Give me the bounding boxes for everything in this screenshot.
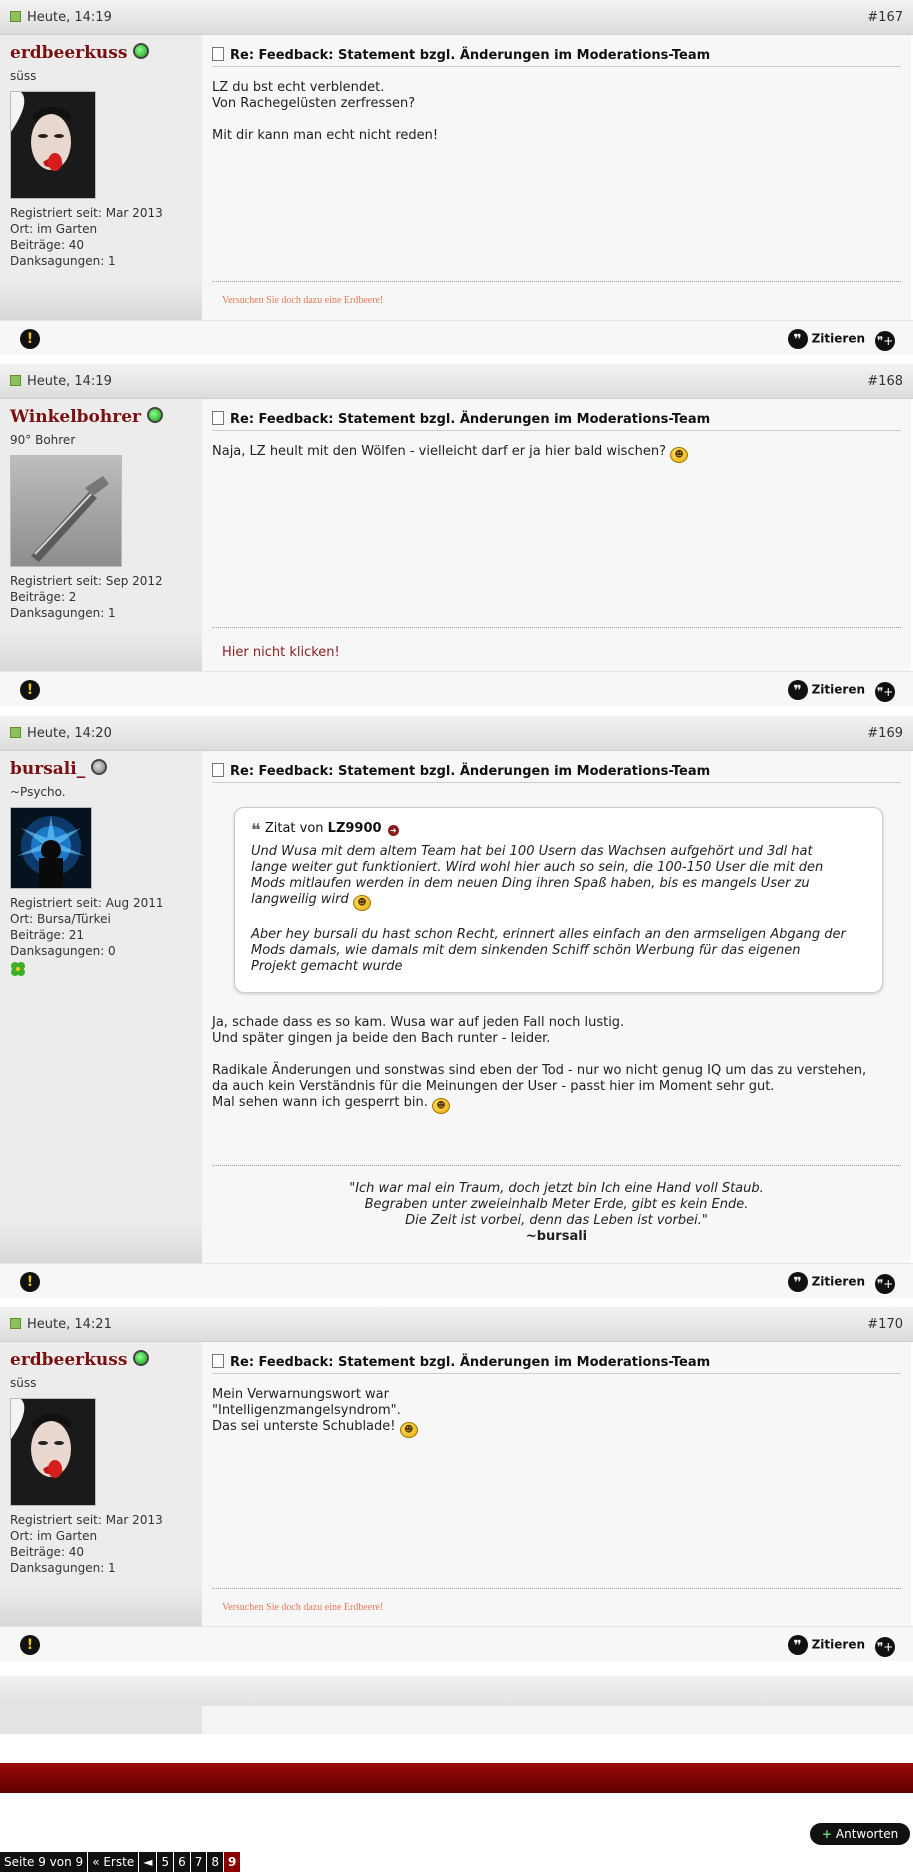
post-permalink[interactable]: #168 — [867, 374, 903, 389]
quote-button[interactable]: ❞ Zitieren — [788, 329, 865, 349]
signature-text: "Ich war mal ein Traum, doch jetzt bin Ich eine Hand voll Staub. Begraben unter zweieinhalb Meter Erde, gibt es kein Ende. Die Zeit ist vorbei, denn das Leben ist vorbei." ~bursali — [349, 1181, 764, 1244]
multiquote-icon[interactable]: ❞+ — [875, 331, 895, 351]
user-info — [0, 35, 202, 320]
post-body: LZ du bst echt verblendet. Von Rachegelüsten zerfressen? Mit dir kann man echt nicht reden! — [212, 80, 439, 143]
quote-button[interactable]: ❞ Zitieren — [788, 680, 865, 700]
quote-button[interactable]: ❞ Zitieren — [788, 1272, 865, 1292]
post-header — [0, 364, 913, 399]
smiley-icon: ☻ — [432, 1098, 450, 1114]
avatar-image — [11, 1399, 95, 1505]
user-title: ~Psycho. — [10, 785, 66, 799]
report-post-icon[interactable]: ! — [20, 680, 40, 700]
post-body: Mein Verwarnungswort war "Intelligenzmangelsyndrom". Das sei unterste Schublade! ☻ — [212, 1387, 895, 1438]
page-link[interactable]: 8 — [207, 1852, 223, 1872]
avatar[interactable] — [10, 91, 96, 199]
post-content — [202, 1342, 911, 1626]
smiley-icon: ☻ — [353, 895, 371, 911]
reply-button[interactable]: + Antworten — [810, 1823, 910, 1845]
quote-icon: ❞ — [788, 329, 808, 349]
user-info — [0, 399, 202, 671]
page-label: Seite 9 von 9 — [0, 1852, 87, 1872]
post-body: Naja, LZ heult mit den Wölfen - vielleicht darf er ja hier bald wischen? ☻ — [212, 444, 895, 463]
thread-bottom-row — [0, 1706, 913, 1734]
report-post-icon[interactable]: ! — [20, 329, 40, 349]
quote-block — [234, 807, 883, 993]
username-link[interactable]: erdbeerkuss — [10, 43, 149, 63]
signature-divider — [212, 627, 901, 628]
current-page: 9 — [224, 1852, 240, 1872]
post-header — [0, 1307, 913, 1342]
quote-mark-icon: ❝ — [251, 820, 261, 841]
document-icon — [212, 411, 224, 425]
thread-bottom-header — [0, 1676, 913, 1707]
signature-divider — [212, 281, 901, 282]
user-stats: Registriert seit: Sep 2012 Beiträge: 2 Danksagungen: 1 — [10, 574, 163, 620]
user-title: süss — [10, 69, 37, 83]
online-status-icon — [147, 407, 163, 423]
post-permalink[interactable]: #167 — [867, 10, 903, 25]
document-icon — [212, 763, 224, 777]
quote-text: Und Wusa mit dem altem Team hat bei 100 Usern das Wachsen aufgehört und 3dl hat lange weiter gut funktioniert. Wird wohl hier auch so sein, die 100-150 User die mit den Mods mitlaufen werden in dem neuen Ding ihren Spaß haben, bis es mangels User zu langweilig wird ☻ Aber hey bursali du hast schon Recht, erinnert alles einfach an den armseligen Abgang der Mods damals, wie damals mit dem sinkenden Schiff schön Werbung für das eigenen Projekt gemacht wurde — [251, 844, 846, 974]
post-date: Heute, 14:19 — [10, 374, 112, 389]
page-link[interactable]: 6 — [174, 1852, 190, 1872]
username-link[interactable]: erdbeerkuss — [10, 1350, 149, 1370]
post-date: Heute, 14:21 — [10, 1317, 112, 1332]
post-content — [202, 35, 911, 320]
signature-divider — [212, 1588, 901, 1589]
plus-icon: + — [821, 1827, 832, 1841]
avatar-image — [11, 808, 91, 888]
quote-icon: ❞ — [788, 1272, 808, 1292]
avatar[interactable] — [10, 807, 92, 889]
user-title: 90° Bohrer — [10, 433, 76, 447]
post-footer — [0, 671, 913, 706]
thread-footer-bar — [0, 1763, 913, 1793]
view-post-arrow-icon[interactable]: ➜ — [388, 825, 399, 836]
post-title: Re: Feedback: Statement bzgl. Änderungen im Moderations-Team — [212, 411, 901, 431]
document-icon — [212, 47, 224, 61]
post-footer — [0, 1626, 913, 1661]
username-link[interactable]: Winkelbohrer — [10, 407, 163, 427]
clover-icon — [10, 961, 26, 977]
page-link[interactable]: 7 — [191, 1852, 207, 1872]
prev-page-link[interactable]: ◄ — [139, 1852, 156, 1872]
quote-button[interactable]: ❞ Zitieren — [788, 1635, 865, 1655]
smiley-icon: ☻ — [400, 1422, 418, 1438]
user-stats: Registriert seit: Mar 2013 Ort: im Garten Beiträge: 40 Danksagungen: 1 — [10, 206, 163, 268]
user-info — [0, 1342, 202, 1626]
multiquote-icon[interactable]: ❞+ — [875, 1637, 895, 1657]
quote-author: LZ9900 — [327, 821, 382, 836]
quote-icon: ❞ — [788, 1635, 808, 1655]
post-status-icon — [10, 375, 21, 386]
post-header — [0, 716, 913, 751]
avatar-image — [11, 92, 95, 198]
signature-divider — [212, 1165, 901, 1166]
post-content — [202, 751, 911, 1263]
post-header — [0, 0, 913, 35]
post-title: Re: Feedback: Statement bzgl. Änderungen im Moderations-Team — [212, 47, 901, 67]
online-status-icon — [133, 43, 149, 59]
quote-icon: ❞ — [788, 680, 808, 700]
post-title: Re: Feedback: Statement bzgl. Änderungen im Moderations-Team — [212, 763, 901, 783]
quote-header: ❝ Zitat von LZ9900 ➜ — [251, 820, 399, 841]
offline-status-icon — [91, 759, 107, 775]
signature-link[interactable]: Hier nicht klicken! — [222, 645, 340, 660]
first-page-link[interactable]: « Erste — [88, 1852, 138, 1872]
post-content — [202, 399, 911, 671]
post-footer — [0, 320, 913, 355]
post-permalink[interactable]: #170 — [867, 1317, 903, 1332]
signature-text: Versuchen Sie doch dazu eine Erdbeere! — [222, 295, 384, 306]
user-info — [0, 751, 202, 1263]
post-body: Ja, schade dass es so kam. Wusa war auf jeden Fall noch lustig. Und später gingen ja beide den Bach runter - leider. Radikale Änderungen und sonstwas sind eben der Tod - nur wo nicht genug IQ um das zu verstehen, da auch kein Verständnis für die Meinungen der User - passt hier im Moment sehr gut. Mal sehen wann ich gesperrt bin. ☻ — [212, 1015, 895, 1114]
document-icon — [212, 1354, 224, 1368]
signature-text: Versuchen Sie doch dazu eine Erdbeere! — [222, 1602, 384, 1613]
report-post-icon[interactable]: ! — [20, 1635, 40, 1655]
multiquote-icon[interactable]: ❞+ — [875, 682, 895, 702]
user-stats: Registriert seit: Mar 2013 Ort: im Garten Beiträge: 40 Danksagungen: 1 — [10, 1513, 163, 1575]
post-title: Re: Feedback: Statement bzgl. Änderungen im Moderations-Team — [212, 1354, 901, 1374]
online-status-icon — [133, 1350, 149, 1366]
smiley-icon: ☻ — [670, 447, 688, 463]
user-title: süss — [10, 1376, 37, 1390]
post-permalink[interactable]: #169 — [867, 726, 903, 741]
post-status-icon — [10, 1318, 21, 1329]
post-date: Heute, 14:20 — [10, 726, 112, 741]
avatar[interactable] — [10, 1398, 96, 1506]
username-link[interactable]: bursali_ — [10, 759, 107, 779]
page-link[interactable]: 5 — [157, 1852, 173, 1872]
post-footer — [0, 1263, 913, 1298]
user-stats: Registriert seit: Aug 2011 Ort: Bursa/Türkei Beiträge: 21 Danksagungen: 0 — [10, 896, 164, 958]
avatar[interactable] — [10, 455, 122, 567]
post-status-icon — [10, 11, 21, 22]
report-post-icon[interactable]: ! — [20, 1272, 40, 1292]
post-date: Heute, 14:19 — [10, 10, 112, 25]
post-status-icon — [10, 727, 21, 738]
multiquote-icon[interactable]: ❞+ — [875, 1274, 895, 1294]
avatar-image — [11, 456, 121, 566]
pagination — [0, 1852, 241, 1872]
